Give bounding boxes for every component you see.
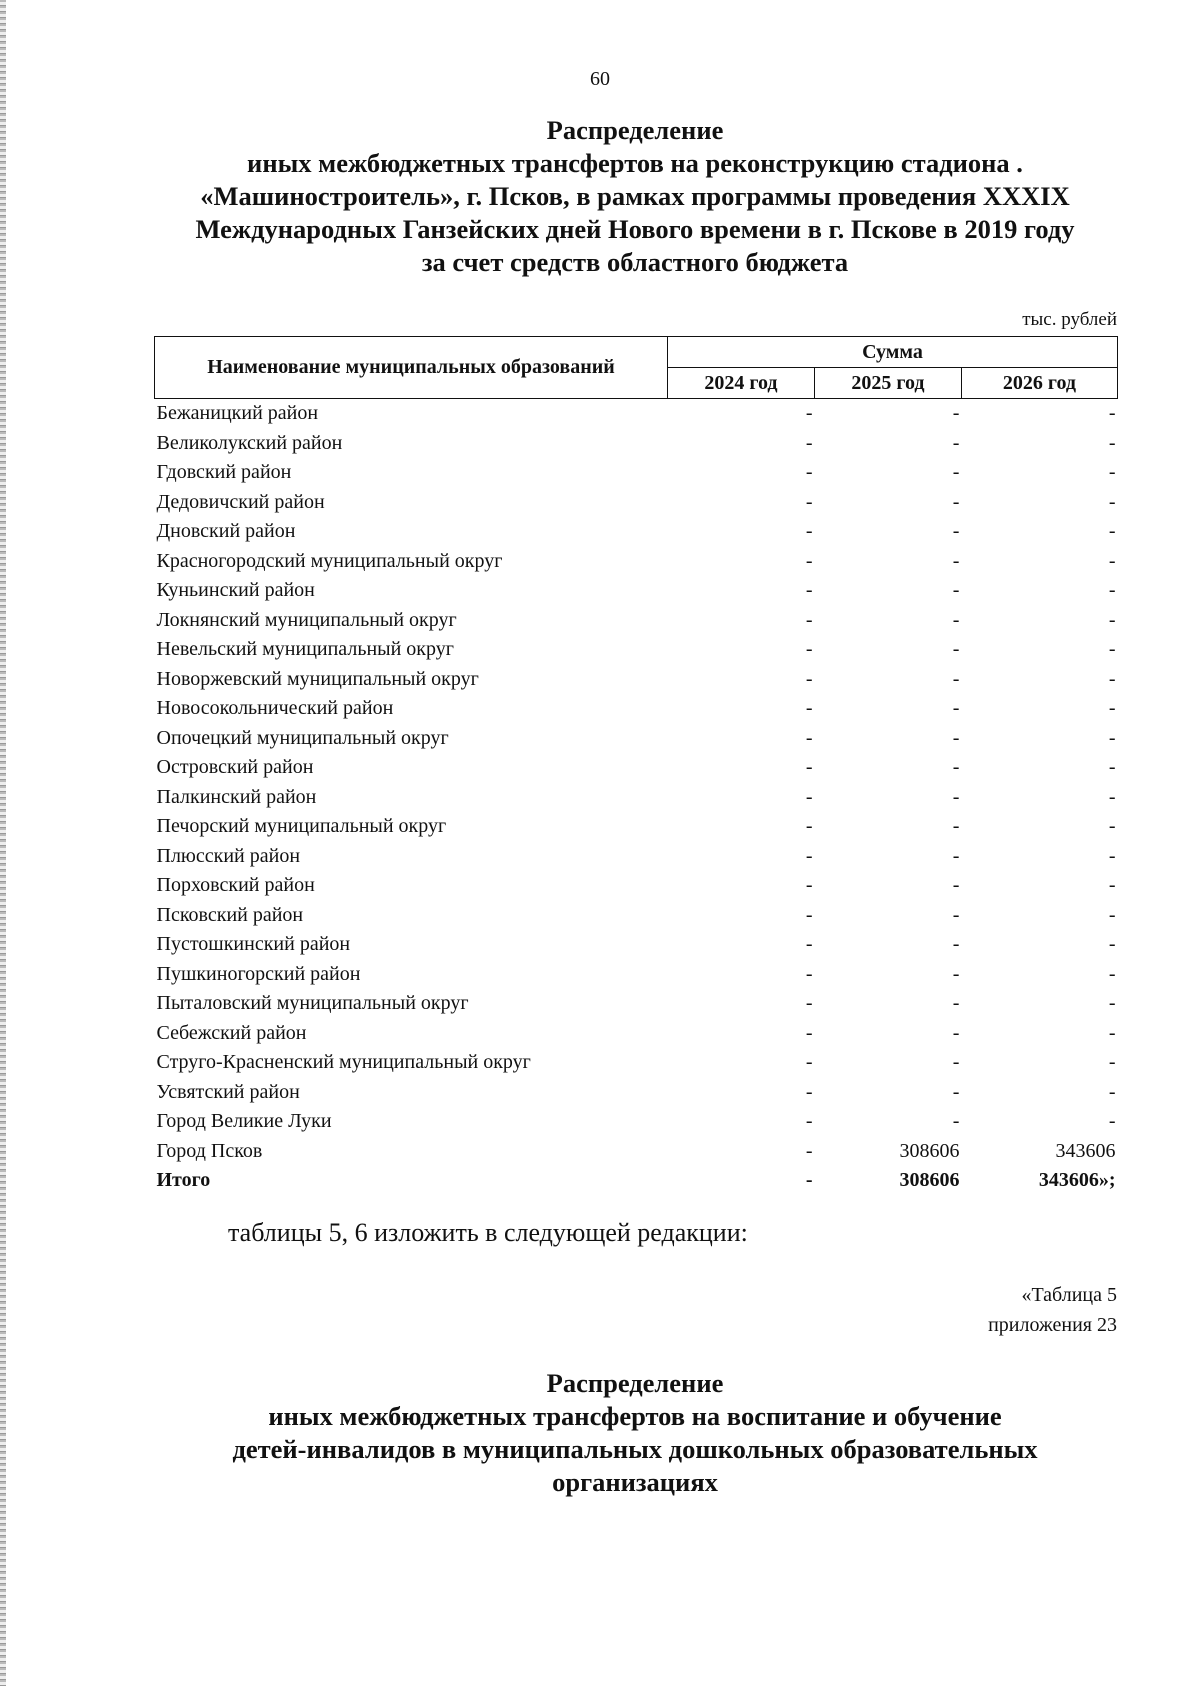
municipality-name: Палкинский район [156,785,317,808]
value-2026: 343606»; [1038,1169,1116,1192]
scan-edge [0,0,6,1686]
table-row [155,1048,1118,1078]
table-row [155,1107,1118,1137]
municipality-name: Пустошкинский район [156,933,351,956]
value-2024: - [805,815,813,838]
value-2026: - [1108,490,1116,513]
value-2025: - [952,1110,960,1133]
value-2024: - [805,667,813,690]
table-row [155,724,1118,754]
total-row [155,1166,1118,1196]
value-2024: - [805,402,813,425]
municipality-name: Пыталовский муниципальный округ [156,992,469,1015]
table-row [155,458,1118,488]
table-reference-line: «Таблица 5 [1021,1284,1117,1306]
value-2024: - [805,1139,813,1162]
municipality-name: Псковский район [156,903,304,926]
value-2024: - [805,726,813,749]
table-row [155,429,1118,459]
value-2025: - [952,1021,960,1044]
table-row [155,488,1118,518]
municipality-name: Усвятский район [156,1080,300,1103]
municipality-name: Печорский муниципальный округ [156,815,447,838]
table-row [155,399,1118,429]
value-2026: - [1108,608,1116,631]
value-2025: - [952,1051,960,1074]
value-2025: - [952,1080,960,1103]
value-2026: - [1108,402,1116,425]
value-2025: - [952,490,960,513]
value-2024: - [805,933,813,956]
table-row [155,694,1118,724]
value-2026: - [1108,815,1116,838]
section2-title [150,1367,1120,1499]
table-row [155,1019,1118,1049]
municipality-name: Порховский район [156,874,315,897]
header-name: Наименование муниципальных образований [155,337,668,399]
table-row [155,547,1118,577]
value-2025: - [952,431,960,454]
value-2026: - [1108,1110,1116,1133]
table-row [155,989,1118,1019]
municipality-name: Новосокольнический район [156,697,394,720]
value-2026: - [1108,431,1116,454]
value-2024: - [805,1110,813,1133]
value-2024: - [805,549,813,572]
municipality-name: Пушкиногорский район [156,962,361,985]
value-2024: - [805,1080,813,1103]
value-2024: - [805,1051,813,1074]
value-2025: - [952,815,960,838]
municipality-name: Дновский район [156,520,296,543]
section1-title-line: за счет средств областного бюджета [421,247,849,277]
value-2025: - [952,549,960,572]
municipality-name: Себежский район [156,1021,307,1044]
table-row [155,665,1118,695]
value-2026: 343606 [1055,1139,1116,1162]
value-2025: - [952,756,960,779]
municipality-name: Великолукский район [156,431,343,454]
value-2025: - [952,844,960,867]
value-2024: - [805,874,813,897]
value-2024: - [805,962,813,985]
value-2024: - [805,992,813,1015]
value-2024: - [805,697,813,720]
value-2026: - [1108,520,1116,543]
section2-title-line: детей-инвалидов в муниципальных дошкольных образовательных [232,1434,1038,1464]
section1-title-line: Распределение [546,115,724,145]
value-2024: - [805,638,813,661]
table-row [155,606,1118,636]
value-2024: - [805,608,813,631]
municipality-name: Невельский муниципальный округ [156,638,454,661]
table-row [155,576,1118,606]
value-2026: - [1108,785,1116,808]
distribution-table [154,336,1118,1196]
section1-title-line: «Машиностроитель», г. Псков, в рамках программы проведения XXXIX [200,181,1070,211]
value-2026: - [1108,697,1116,720]
table-reference [988,1280,1117,1340]
section2-title-line: организациях [552,1467,718,1497]
value-2026: - [1108,933,1116,956]
municipality-name: Итого [156,1169,211,1192]
municipality-name: Струго-Красненский муниципальный округ [156,1051,531,1074]
header-year-2024: 2024 год [668,368,815,399]
units-label: тыс. рублей [1022,309,1117,330]
municipality-name: Островский район [156,756,314,779]
value-2026: - [1108,638,1116,661]
value-2026: - [1108,461,1116,484]
municipality-name: Дедовичский район [156,490,325,513]
value-2026: - [1108,903,1116,926]
table-row [155,901,1118,931]
value-2026: - [1108,962,1116,985]
page-number: 60 [590,68,610,90]
value-2026: - [1108,1080,1116,1103]
value-2026: - [1108,549,1116,572]
value-2025: - [952,520,960,543]
value-2024: - [805,756,813,779]
municipality-name: Город Псков [156,1139,263,1162]
municipality-name: Город Великие Луки [156,1110,332,1133]
table-row [155,842,1118,872]
table-body [155,399,1118,1196]
municipality-name: Красногородский муниципальный округ [156,549,503,572]
municipality-name: Локнянский муниципальный округ [156,608,457,631]
value-2025: - [952,903,960,926]
value-2026: - [1108,667,1116,690]
value-2026: - [1108,579,1116,602]
section1-title-line: иных межбюджетных трансфертов на реконструкцию стадиона . [247,148,1023,178]
value-2025: - [952,402,960,425]
value-2026: - [1108,756,1116,779]
table-row [155,1137,1118,1167]
value-2026: - [1108,1021,1116,1044]
value-2024: - [805,490,813,513]
value-2025: - [952,579,960,602]
value-2024: - [805,579,813,602]
table-row [155,635,1118,665]
value-2025: - [952,874,960,897]
value-2024: - [805,520,813,543]
table-row [155,930,1118,960]
municipality-name: Новоржевский муниципальный округ [156,667,479,690]
value-2025: 308606 [899,1169,960,1192]
table-row [155,1078,1118,1108]
table-row [155,960,1118,990]
value-2025: - [952,461,960,484]
municipality-name: Бежаницкий район [156,402,319,425]
table-row [155,753,1118,783]
value-2025: 308606 [899,1139,960,1162]
value-2026: - [1108,844,1116,867]
table-row [155,812,1118,842]
value-2026: - [1108,1051,1116,1074]
value-2025: - [952,697,960,720]
instruction-text: таблицы 5, 6 изложить в следующей редакции: [228,1218,748,1247]
municipality-name: Гдовский район [156,461,292,484]
value-2025: - [952,933,960,956]
section1-title-line: Международных Ганзейских дней Нового времени в г. Пскове в 2019 году [195,214,1075,244]
value-2025: - [952,962,960,985]
municipality-name: Куньинский район [156,579,315,602]
value-2025: - [952,608,960,631]
section2-title-line: иных межбюджетных трансфертов на воспитание и обучение [268,1401,1002,1431]
table-row [155,871,1118,901]
section2-title-line: Распределение [546,1368,724,1398]
value-2025: - [952,667,960,690]
value-2026: - [1108,726,1116,749]
header-sum: Сумма [668,337,1118,368]
value-2024: - [805,1021,813,1044]
value-2024: - [805,785,813,808]
value-2025: - [952,726,960,749]
table-row [155,517,1118,547]
value-2026: - [1108,992,1116,1015]
value-2024: - [805,1169,813,1192]
header-year-2025: 2025 год [814,368,961,399]
municipality-name: Плюсский район [156,844,301,867]
value-2024: - [805,431,813,454]
value-2025: - [952,638,960,661]
value-2024: - [805,461,813,484]
municipality-name: Опочецкий муниципальный округ [156,726,449,749]
value-2024: - [805,844,813,867]
value-2025: - [952,992,960,1015]
value-2026: - [1108,874,1116,897]
section1-title [150,114,1120,279]
table-row [155,783,1118,813]
header-year-2026: 2026 год [961,368,1117,399]
table-reference-line: приложения 23 [988,1314,1117,1336]
value-2024: - [805,903,813,926]
value-2025: - [952,785,960,808]
